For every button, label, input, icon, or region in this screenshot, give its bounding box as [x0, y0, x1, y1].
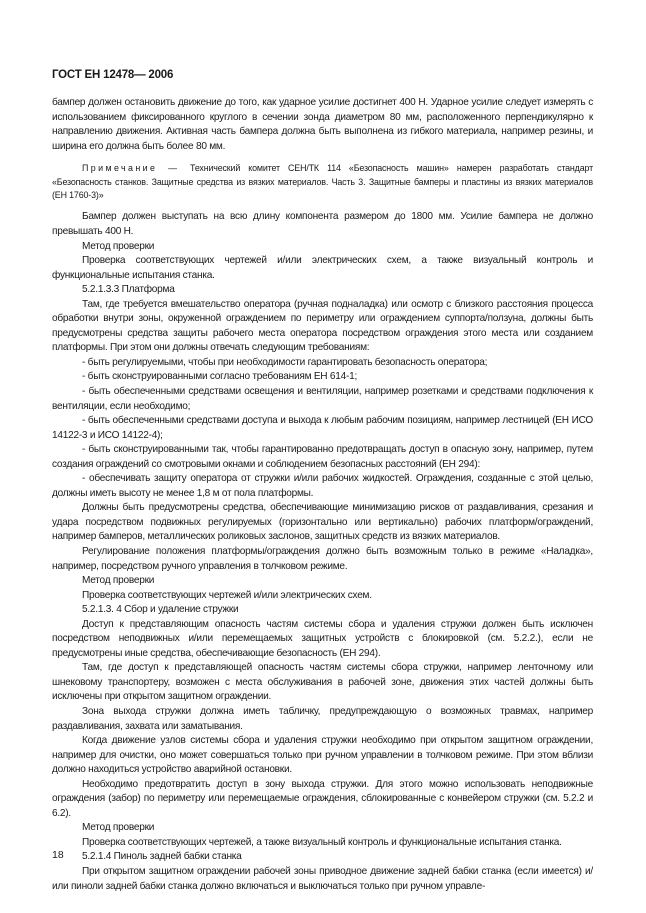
paragraph: Проверка соответствующих чертежей и/или электрических схем. — [82, 589, 372, 601]
paragraph: Когда движение узлов системы сбора и удаления стружки необходимо при открытом защитном ограждении, например для очистки, оно может совершаться только при ручном управлении в толчковом режиме. При этом вблизи должно находиться устройство аварийной остановки. — [52, 735, 593, 776]
paragraph: Необходимо предотвратить доступ в зону выхода стружки. Для этого можно использовать неподвижные ограждения (забор) по периметру или перемещаемые ограждения, сблокированные с конвейером стружки (см. 5.2.2 и 6.2). — [52, 778, 593, 819]
paragraph: Там, где требуется вмешательство оператора (ручная подналадка) или осмотр с близкого расстояния процесса обработки внутри зоны, окруженной ограждением по периметру или ограждением суппорта/ползуна, должны быть предусмотрены средства защиты рабочего места оператора посредством ограждения этого места или созданием платформы. При этом они должны отвечать следующим требованиям: — [52, 298, 593, 354]
note-text: Технический комитет СЕН/ТК 114 «Безопасность машин» намерен разработать стандарт «Безопасность станков. Защитные средства из вязких материалов. Часть 3. Защитные бамперы и пластины из вязких материалов (ЕН 1760-3)» — [52, 163, 593, 200]
body-text — [52, 96, 593, 894]
subheading: Метод проверки — [82, 240, 155, 252]
document-code: ГОСТ ЕН 12478— 2006 — [52, 69, 174, 81]
paragraph: Проверка соответствующих чертежей, а также визуальный контроль и функциональные испытания станка. — [82, 836, 562, 848]
page-number: 18 — [52, 849, 64, 861]
subheading: Метод проверки — [82, 822, 155, 834]
list-item: - быть обеспеченными средствами освещения и вентиляции, например розетками и средствами подключения к вентиляции, если необходимо; — [52, 385, 593, 412]
paragraph: Зона выхода стружки должна иметь табличку, предупреждающую о возможных травмах, например раздавливания, захвата или заматывания. — [52, 706, 593, 732]
paragraph: Бампер должен выступать на всю длину компонента размером до 1800 мм. Усилие бампера не должно превышать 400 Н. — [52, 211, 593, 237]
subheading: Метод проверки — [82, 575, 155, 587]
list-item: - быть регулируемыми, чтобы при необходимости гарантировать безопасность оператора; — [82, 356, 488, 368]
list-item: - быть сконструированными согласно требованиям ЕН 614-1; — [82, 371, 358, 383]
paragraph: бампер должен остановить движение до того, как ударное усилие достигнет 400 Н. Ударное усилие следует измерять с использованием фиксированного круглого в сечении зонда диаметром 80 мм, расположенного перпендикулярно к направлению движения. Активная часть бампера должна быть выполнена из гибкого материала, например резины, и ширина его должна быть более 80 мм. — [52, 97, 593, 152]
list-item: - обеспечивать защиту оператора от стружки и/или рабочих жидкостей. Ограждения, созданные с этой целью, должны иметь высоту не менее 1,8 м от пола платформы. — [52, 473, 593, 499]
note-label: Примечание — — [82, 163, 191, 174]
paragraph: Регулирование положения платформы/ограждения должно быть возможным только в режиме «Наладка», например, посредством ручного управления в толчковом режиме. — [52, 545, 593, 572]
note — [52, 162, 593, 202]
section-heading: 5.2.1.4 Пиноль задней бабки станка — [82, 851, 242, 863]
paragraph: Там, где доступ к представляющей опасность частям системы сбора стружки, например ленточному или шнековому транспортеру, возможен с места обслуживания в рабочей зоне, движения этих частей должны быть исключены при открытом защитном ограждении. — [52, 662, 593, 703]
list-item: - быть сконструированными так, чтобы гарантированно предотвращать доступ в опасную зону, например, путем создания ограждений со смотровыми окнами и соблюдением безопасных расстояний (ЕН 294): — [52, 444, 593, 470]
paragraph: Доступ к представляющим опасность частям системы сбора и удаления стружки должен быть исключен посредством неподвижных и/или перемещаемых защитных устройств с блокировкой (см. 5.2.2.), если не предусмотрены иные средства, обеспечивающие безопасность (ЕН 294). — [52, 618, 593, 659]
list-item: - быть обеспеченными средствами доступа и выхода к любым рабочим позициям, например лестницей (ЕН ИСО 14122-3 и ИСО 14122-4); — [52, 415, 593, 441]
section-heading: 5.2.1.3.3 Платформа — [82, 284, 175, 296]
paragraph: При открытом защитном ограждении рабочей зоны приводное движение задней бабки станка (если имеется) и/или пиноли задней бабки станка должно включаться и выключаться только при ручном управле- — [52, 866, 593, 892]
paragraph: Должны быть предусмотрены средства, обеспечивающие минимизацию рисков от раздавливания, срезания и удара посредством подвижных регулируемых (горизонтально или вертикально) рабочих платформ/ограждений, например бамперов, металлических роликовых заслонов, защитных средств из вязких материалов. — [52, 502, 593, 543]
paragraph: Проверка соответствующих чертежей и/или электрических схем, а также визуальный контроль и функциональные испытания станка. — [52, 255, 593, 281]
section-heading: 5.2.1.3. 4 Сбор и удаление стружки — [82, 604, 239, 616]
